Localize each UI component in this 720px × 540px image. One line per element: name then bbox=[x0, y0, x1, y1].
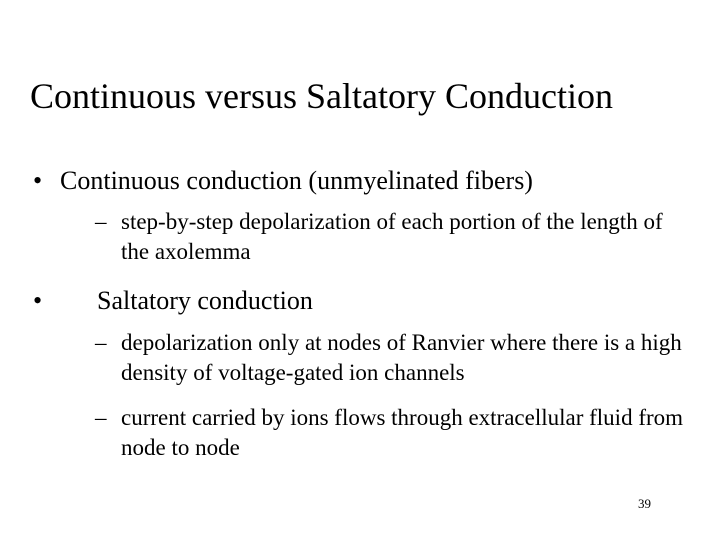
sub-bullet-marker: – bbox=[95, 405, 107, 430]
sub-bullet-item bbox=[95, 207, 695, 267]
sub-bullet-item bbox=[95, 328, 710, 388]
bullet-item bbox=[33, 165, 533, 197]
bullet-marker: • bbox=[33, 286, 43, 315]
bullet-marker: • bbox=[33, 166, 43, 195]
sub-bullet-marker: – bbox=[95, 209, 107, 234]
slide-title: Continuous versus Saltatory Conduction bbox=[30, 76, 613, 116]
sub-bullet-text: depolarization only at nodes of Ranvier where there is a high density of voltage-gated ion channels bbox=[121, 330, 682, 385]
sub-bullet-text: current carried by ions flows through extracellular fluid from node to node bbox=[121, 405, 684, 460]
bullet-item bbox=[33, 285, 313, 317]
bullet-text: Continuous conduction (unmyelinated fibers) bbox=[60, 166, 533, 195]
bullet-text: Saltatory conduction bbox=[97, 286, 313, 315]
sub-bullet-text: step-by-step depolarization of each portion of the length of the axolemma bbox=[121, 209, 663, 264]
page-number: 39 bbox=[638, 496, 651, 511]
sub-bullet-marker: – bbox=[95, 330, 107, 355]
sub-bullet-item bbox=[95, 403, 695, 463]
